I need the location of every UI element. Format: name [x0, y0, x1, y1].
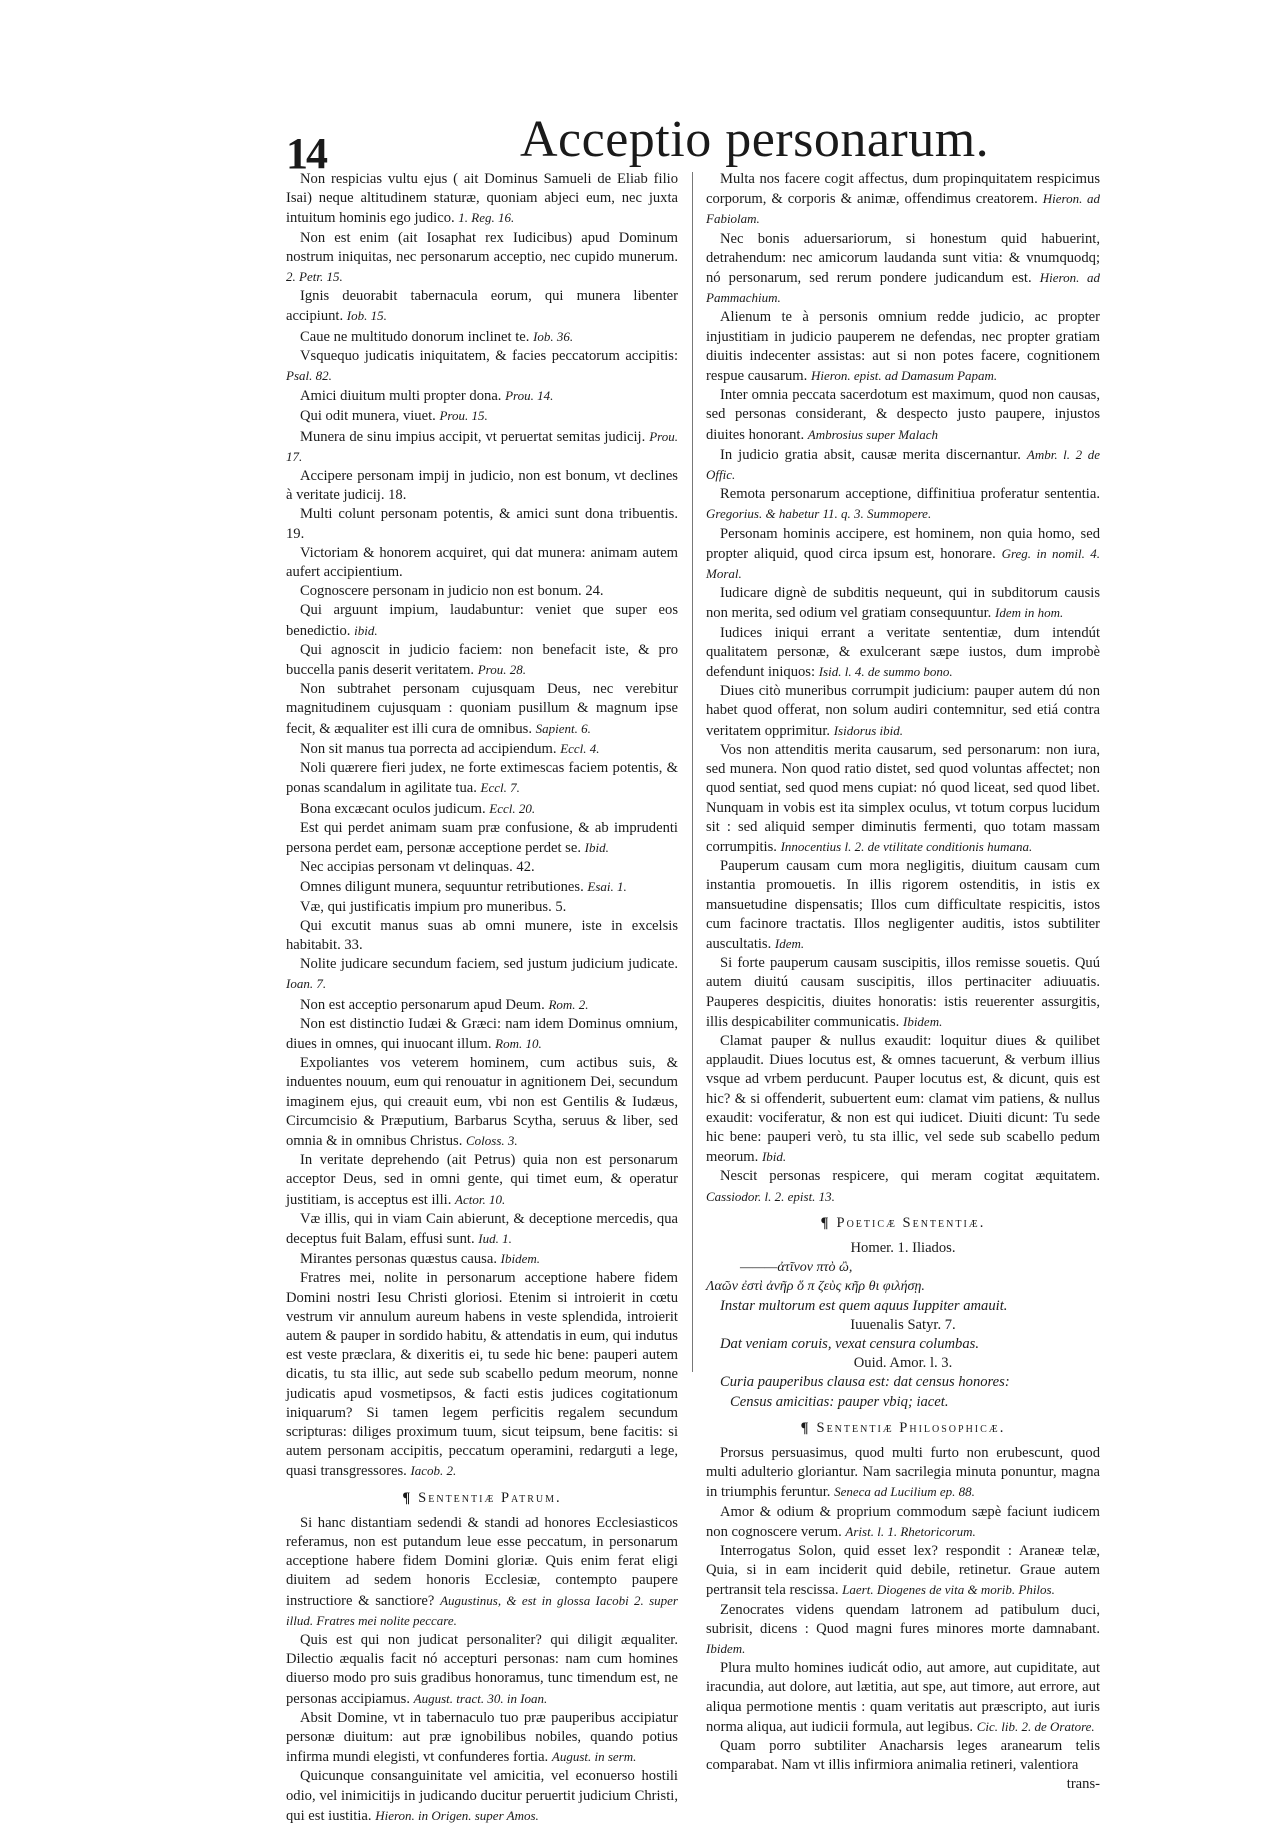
paragraph-text: Si forte pauperum causam suscipitis, illos remisse souetis. Quú autem diuitú causam suscipitis, illos pertinaciter adiuuatis. Pauperes despicitis, diuites honoratis: istis reuerenter assurgitis, illis despicabiliter communicatis.: [706, 955, 1100, 1030]
paragraph-text: Non est enim (ait Iosaphat rex Iudicibus) apud Dominum nostrum iniquitas, nec personarum acceptio, nec cupido munerum.: [286, 229, 678, 265]
paragraph-text: Vsquequo judicatis iniquitatem, & facies peccatorum accipitis:: [300, 347, 678, 364]
paragraph-text: Non est distinctio Iudæi & Græci: nam idem Dominus omnium, diues in omnes, qui inuocant illum.: [286, 1015, 678, 1052]
left-paragraphs: [286, 170, 678, 1482]
paragraph-text: Alienum te à personis omnium redde judicio, ac propter injustitiam in judicio pauperem ne defendas, nec propter gratiam diuitis indecenter assistas: aut si non potes facere, cognitionem respue causarum.: [706, 309, 1100, 385]
paragraph: [286, 386, 678, 406]
paragraph: [286, 1514, 678, 1631]
left-column: [286, 170, 678, 1826]
citation-reference: Iud. 1.: [478, 1230, 512, 1246]
paragraph: [706, 170, 1100, 230]
citation-reference: Greg. in nomil. 4. Moral.: [706, 545, 1100, 582]
paragraph: [706, 624, 1100, 683]
citation-reference: Seneca ad Lucilium ep. 88.: [834, 1484, 975, 1500]
paragraph-text: Plura multo homines iudicát odio, aut amore, aut cupiditate, aut iracundia, aut dolore, aut lætitia, aut spe, aut timore, aut errore, aut aliqua permotione mentis : quam veritatis aut præscripto, aut iuris norma aliqua, aut iudicii formula, aut legibus.: [706, 1660, 1100, 1735]
paragraph: [706, 1167, 1100, 1206]
paragraph-text: Remota personarum acceptione, diffinitiua proferatur sententia.: [720, 486, 1100, 503]
citation-reference: Hieron. epist. ad Damasum Papam.: [810, 368, 998, 384]
paragraph: [286, 1767, 678, 1826]
section-heading-text: Sententiæ Patrum.: [418, 1489, 562, 1506]
paragraph-text: Bona excæcant oculos judicum.: [300, 800, 486, 817]
paragraph: [286, 898, 678, 917]
paragraph-text: Munera de sinu impius accipit, vt peruertat semitas judicij.: [300, 428, 646, 445]
patrum-paragraphs: [286, 1514, 678, 1826]
paragraph-text: Vos non attenditis merita causarum, sed personarum: non iura, sed munera. Non quod ratio distet, sed quod voluntas affectet; non quod sentiat, sed quod mens cupiat: nó quod liceat, sed quod libet. Nunquam in vobis est ita simplex oculus, vt totum corpus lucidum sit : sed aliquid semper diminutis fermenti, quo totam massam corrumpitis.: [706, 741, 1100, 855]
catchword: trans-: [1066, 1776, 1100, 1793]
citation-reference: Rom. 10.: [495, 1035, 542, 1051]
citation-reference: Idem in hom.: [994, 605, 1064, 621]
paragraph: [286, 819, 678, 858]
paragraph-text: Victoriam & honorem acquiret, qui dat munera: animam autem aufert accipientium.: [286, 544, 678, 581]
paragraph: [706, 1601, 1100, 1660]
paragraph-text: Multa nos facere cogit affectus, dum propinquitatem respicimus corporum, & corporis & animæ, offendimus creatorem.: [706, 171, 1100, 208]
citation-reference: Ibid.: [761, 1149, 787, 1165]
paragraph-text: Multi colunt personam potentis, & amici sunt dona tribuentis. 19.: [286, 506, 678, 542]
verse-line: Census amicitias: pauper vbiq; iacet.: [730, 1393, 949, 1410]
paragraph: [286, 601, 678, 640]
paragraph: [286, 544, 678, 582]
paragraph-text: Væ, qui justificatis impium pro muneribus. 5.: [300, 898, 567, 915]
citation-reference: Psal. 82.: [286, 368, 332, 384]
paragraph-text: Prorsus persuasimus, quod multi furto non erubescunt, quod multi adulterio gloriantur. Nam sacrilegia minuta ponuntur, magna in triumphis feruntur.: [706, 1445, 1100, 1501]
citation-reference: Sapient. 6.: [535, 720, 591, 736]
paragraph: [286, 739, 678, 759]
paragraph-text: Zenocrates videns quendam latronem ad patibulum duci, subrisit, dicens : Quod magni fures minores morte damnabant.: [706, 1601, 1100, 1637]
paragraph-text: Ignis deuorabit tabernacula eorum, qui munera libenter accipiunt.: [286, 288, 678, 325]
paragraph-text: Quam porro subtiliter Anacharsis leges aranearum telis comparabat. Nam vt illis infirmiora animalia retineri, valentiora: [706, 1738, 1100, 1774]
paragraph-text: Amor & odium & proprium commodum sæpè faciunt iudicem non cognoscere verum.: [706, 1503, 1100, 1540]
paragraph-text: Cognoscere personam in judicio non est bonum. 24.: [300, 583, 604, 600]
paragraph: [286, 229, 678, 288]
paragraph-text: Nec bonis aduersariorum, si honestum quid habuerint, detrahendum: nec amicorum laudanda sunt vitia: & vnumquodq; nó personarum, sed rerum pondere judicandum est.: [706, 230, 1100, 287]
paragraph: [706, 1542, 1100, 1601]
citation-reference: Idem.: [774, 935, 805, 951]
verse-line: Instar multorum est quem aquus Iuppiter amauit.: [720, 1297, 1008, 1314]
verse-line: ———ἀτῖνον πτὸ ὢ,: [740, 1260, 853, 1276]
citation-reference: Esai. 1.: [587, 879, 627, 895]
paragraph: [286, 287, 678, 326]
citation-reference: Ioan. 7.: [286, 976, 327, 992]
pilcrow-icon: ¶: [800, 1419, 811, 1436]
paragraph-text: Pauperum causam cum mora negligitis, diuitum causam cum instantia promouetis. In illis rigorem ostenditis, in istis ex mansuetudine dispensatis; Illos cum difficultate respicitis, istos cum facinore tractatis. Illos negligenter auditis, istos subtiliter auscultatis.: [706, 858, 1100, 952]
paragraph: [286, 1015, 678, 1054]
paragraph: [706, 682, 1100, 741]
paragraph: [286, 955, 678, 994]
citation-reference: Isid. l. 4. de summo bono.: [818, 664, 953, 680]
paragraph-text: Fratres mei, nolite in personarum acceptione habere fidem Domini nostri Iesu Christi gloriosi. Etenim si introierit in cœtu vestrum vir annulum aureum habens in veste splendida, introierit autem & pauper in sordido habitu, & attendatis in eum, qui indutus est veste præclara, & dixeritis ei, tu sede hic bene: pauperi autem dicatis, tu sta illic, aut sede sub scabello pedum meorum, nonne judicatis apud vosmetipsos, & facti estis judices cogitationum iniquarum? Si tamen legem perficitis regalem secundum scripturas: diliges proximum tuum, sicut teipsum, bene facitis: si autem personam accipitis, peccatum operamini, redarguti a lege, quasi transgressores.: [286, 1270, 678, 1480]
paragraph-text: Est qui perdet animam suam præ confusione, & ab imprudenti persona perdet eam, personæ acceptione perdet se.: [286, 819, 678, 856]
citation-reference: Ibidem.: [902, 1013, 943, 1029]
paragraph: [286, 327, 678, 347]
paragraph-text: Væ illis, qui in viam Cain abierunt, & deceptione mercedis, qua deceptus fuit Balam, effusi sunt.: [286, 1210, 678, 1247]
paragraph-text: Qui odit munera, viuet.: [300, 408, 436, 425]
paragraph: [706, 1503, 1100, 1542]
citation-reference: Iacob. 2.: [410, 1463, 457, 1479]
paragraph-text: In veritate deprehendo (ait Petrus) quia non est personarum acceptor Deus, sed in omni gente, qui timet eum, & operatur justitiam, is acceptus est illi.: [286, 1152, 678, 1208]
citation-reference: Ibid.: [584, 839, 609, 855]
citation-reference: Iob. 15.: [346, 308, 387, 324]
paragraph-text: In judicio gratia absit, causæ merita discernantur.: [720, 446, 1021, 463]
paragraph-text: Absit Domine, vt in tabernaculo tuo præ pauperibus accipiatur personæ diuitum: aut præ ignobilibus nobiles, quando potius infirma mundi elegisti, vt confunderes fortia.: [286, 1709, 678, 1766]
paragraph: [706, 525, 1100, 585]
citation-reference: Actor. 10.: [455, 1191, 506, 1207]
paragraph: [286, 858, 678, 877]
verse-line: Homer. 1. Iliados.: [850, 1239, 956, 1256]
paragraph: [286, 1709, 678, 1768]
paragraph-text: Iudices iniqui errant a veritate sententiæ, dum intendút qualitatem personæ, & exulcerant sæpe iustos, dum improbè defendunt iniquos:: [706, 624, 1100, 681]
paragraph-text: Iudicare dignè de subditis nequeunt, qui in subditorum causis non merita, sed odium vel gratiam consequuntur.: [706, 585, 1100, 622]
right-column: [706, 170, 1100, 1795]
paragraph: [286, 680, 678, 739]
philosophic-paragraphs: [706, 1444, 1100, 1775]
paragraph-text: Quis est qui non judicat personaliter? qui diligit æqualiter. Dilectio æqualis facit nó accepturi personas: nam cum homines diuerso modo pro suis gradibus honoramus, tunc timendum est, ne personas accipiamus.: [286, 1632, 678, 1707]
paragraph: [706, 230, 1100, 309]
paragraph-text: Personam hominis accipere, est hominem, non quia homo, sed propter aliquid, quod circa ipsum est, honorare.: [706, 525, 1100, 562]
paragraph: [706, 1444, 1100, 1503]
paragraph-text: Qui agnoscit in judicio faciem: non benefacit iste, & pro buccella panis deserit veritatem.: [286, 641, 678, 679]
paragraph: [706, 308, 1100, 386]
paragraph: [286, 1210, 678, 1249]
paragraph: [286, 1631, 678, 1709]
pilcrow-icon: ¶: [820, 1214, 831, 1231]
paragraph: [706, 1737, 1100, 1775]
paragraph: [706, 954, 1100, 1032]
paragraph: [706, 857, 1100, 954]
citation-reference: Prou. 14.: [505, 388, 554, 404]
section-heading-patrum: [286, 1489, 678, 1508]
section-heading-text: Sententiæ Philosophicæ.: [816, 1419, 1006, 1436]
citation-reference: 2. Petr. 15.: [286, 269, 343, 285]
page-number: 14: [286, 129, 326, 178]
citation-reference: Cic. lib. 2. de Oratore.: [976, 1718, 1095, 1734]
citation-reference: Hieron. ad Fabiolam.: [706, 191, 1100, 227]
page-title: Acceptio personarum.: [520, 111, 990, 168]
citation-reference: Rom. 2.: [548, 996, 589, 1012]
paragraph-text: Qui arguunt impium, laudabuntur: veniet que super eos benedictio.: [286, 602, 678, 639]
citation-reference: Arist. l. 1. Rhetoricorum.: [845, 1523, 976, 1539]
paragraph: [706, 485, 1100, 524]
paragraph-text: Non subtrahet personam cujusquam Deus, nec verebitur magnitudinem cujusquam : quoniam pusillum & magnum ipse fecit, & æqualiter est illi cura de omnibus.: [286, 681, 678, 737]
verse-line: Dat veniam coruis, vexat censura columbas.: [720, 1335, 979, 1352]
paragraph-text: Nescit personas respicere, qui meram cogitat æquitatem.: [720, 1168, 1100, 1185]
column-divider: [692, 172, 693, 1372]
paragraph-text: Inter omnia peccata sacerdotum est maximum, quod non causas, sed personas considerant, & despecto justo paupere, injustos diuites honorant.: [706, 387, 1100, 443]
citation-reference: August. tract. 30. in Ioan.: [413, 1690, 548, 1706]
paragraph: [286, 1054, 678, 1151]
citation-reference: Laert. Diogenes de vita & morib. Philos.: [842, 1582, 1055, 1598]
paragraph: [706, 445, 1100, 485]
citation-reference: Prou. 15.: [439, 408, 488, 424]
paragraph: [286, 799, 678, 819]
citation-reference: Isidorus ibid.: [833, 722, 904, 738]
paragraph: [286, 427, 678, 467]
paragraph: [286, 170, 678, 229]
paragraph-text: Nec accipias personam vt delinquas. 42.: [300, 859, 535, 876]
paragraph: [706, 1659, 1100, 1737]
paragraph: [286, 406, 678, 426]
section-heading-philosophicae: [706, 1419, 1100, 1438]
paragraph: [286, 505, 678, 543]
section-heading-poeticae: [706, 1214, 1100, 1233]
paragraph-text: Amici diuitum multi propter dona.: [300, 388, 502, 405]
paragraph-text: Noli quærere fieri judex, ne forte extimescas faciem potentis, & ponas scandalum in agilitate tua.: [286, 760, 678, 797]
verse-line: Curia pauperibus clausa est: dat census honores:: [720, 1374, 1010, 1391]
citation-reference: August. in serm.: [551, 1749, 637, 1765]
paragraph: [286, 1269, 678, 1481]
paragraph-text: Non sit manus tua porrecta ad accipiendum.: [300, 740, 557, 757]
citation-reference: Eccl. 7.: [480, 780, 520, 796]
paragraph: [286, 1249, 678, 1269]
paragraph: [286, 641, 678, 680]
paragraph: [286, 877, 678, 897]
paragraph: [706, 584, 1100, 623]
paragraph-text: Non respicias vultu ejus ( ait Dominus Samueli de Eliab filio Isai) neque altitudinem staturæ, quoniam abjeci eum, nec juxta intuitum hominis ego judico.: [286, 171, 678, 227]
citation-reference: Gregorius. & habetur 11. q. 3. Summopere.: [706, 506, 932, 522]
citation-reference: Hieron. ad Pammachium.: [706, 270, 1100, 306]
citation-reference: Prou. 28.: [477, 662, 526, 678]
paragraph: [286, 582, 678, 601]
verse-line: Λαῶν ἐστὶ ἀνῆρ ὅ π ζεὺς κῆρ θι φιλήσῃ.: [706, 1279, 925, 1295]
paragraph: [286, 995, 678, 1015]
paragraph-text: Non est acceptio personarum apud Deum.: [300, 996, 545, 1013]
verse-line: Ouid. Amor. l. 3.: [853, 1355, 953, 1372]
citation-reference: Iob. 36.: [533, 328, 574, 344]
paragraph: [286, 347, 678, 386]
right-paragraphs: [706, 170, 1100, 1207]
citation-reference: Cassiodor. l. 2. epist. 13.: [706, 1188, 835, 1204]
paragraph-text: Accipere personam impij in judicio, non est bonum, vt declines à veritate judicij. 18.: [286, 468, 678, 504]
paragraph-text: Interrogatus Solon, quid esset lex? respondit : Araneæ telæ, Quia, si in eam inciderit quid debile, retinetur. Graue autem pertransit tela rescissa.: [706, 1543, 1100, 1599]
paragraph: [706, 386, 1100, 445]
paragraph-text: Omnes diligunt munera, sequuntur retributiones.: [300, 879, 584, 896]
citation-reference: Hieron. in Origen. super Amos.: [375, 1807, 539, 1823]
paragraph: [286, 759, 678, 798]
paragraph-text: Caue ne multitudo donorum inclinet te.: [300, 328, 530, 345]
paragraph-text: Expoliantes vos veterem hominem, cum actibus suis, & induentes nouum, eum qui renouatur in agnitionem Dei, secundum imaginem ejus, qui creauit eum, vbi non est Gentilis & Iudæus, Circumcisio & Præputium, Barbarus Scytha, seruus & liber, sed omnia & in omnibus Christus.: [286, 1055, 678, 1149]
citation-reference: Eccl. 20.: [489, 800, 536, 816]
citation-reference: Prou. 17.: [286, 428, 678, 464]
citation-reference: Ibidem.: [500, 1251, 540, 1267]
pilcrow-icon: ¶: [402, 1489, 413, 1506]
paragraph-text: Nolite judicare secundum faciem, sed justum judicium judicate.: [300, 956, 678, 973]
citation-reference: Coloss. 3.: [466, 1132, 518, 1148]
citation-reference: Ambrosius super Malach: [807, 426, 938, 442]
citation-reference: ibid.: [354, 622, 378, 638]
section-heading-text: Poeticæ Sententiæ.: [836, 1214, 986, 1231]
citation-reference: Innocentius l. 2. de vtilitate conditionis humana.: [780, 838, 1033, 854]
paragraph-text: Mirantes personas quæstus causa.: [300, 1251, 497, 1268]
paragraph-text: Qui excutit manus suas ab omni munere, iste in excelsis habitabit. 33.: [286, 917, 678, 953]
paragraph: [286, 917, 678, 955]
paragraph: [706, 741, 1100, 857]
citation-reference: Ibidem.: [706, 1641, 746, 1657]
citation-reference: 1. Reg. 16.: [458, 210, 515, 226]
citation-reference: Eccl. 4.: [560, 740, 600, 756]
paragraph-text: Si hanc distantiam sedendi & standi ad honores Ecclesiasticos referamus, non est putandum leue esse peccatum, in personarum acceptione habere fidem Domini gloriæ. Quis enim ferat eligi diuitem ad sedem honoris Ecclesiæ, contempto paupere instructiore & sanctiore?: [286, 1514, 678, 1609]
citation-reference: Augustinus, & est in glossa Iacobi 2. super illud. Fratres mei nolite peccare.: [286, 1592, 678, 1628]
paragraph-text: Clamat pauper & nullus exaudit: loquitur diues & quilibet applaudit. Diues locutus est, & omnes tacuerunt, & verbum illius vsque ad vrbem perducunt. Pauper locutus est, & dicunt, quis est hic? & si offenderit, subuertent eum: clamat vim patiens, & nullus exaudit: vociferatur, & non est qui iudicet. Diuiti dicunt: Tu sede hic bene: pauperi verò, tu sta illic, vel sede sub scabello pedum meorum.: [706, 1032, 1100, 1166]
citation-reference: Ambr. l. 2 de Offic.: [706, 446, 1100, 483]
paragraph-text: Quicunque consanguinitate vel amicitia, vel econuerso hostili odio, vel inimicitijs in judicando ducitur peruertit judicium Christi, qui est iustitia.: [286, 1768, 678, 1824]
poetic-lines: [706, 1239, 1100, 1412]
paragraph-text: Diues citò muneribus corrumpit judicium: pauper autem dú non habet quod offerat, non solum audiri contemnitur, sed etiá contra veritatem opprimitur.: [706, 683, 1100, 739]
verse-line: Iuuenalis Satyr. 7.: [850, 1316, 956, 1333]
paragraph: [286, 467, 678, 505]
paragraph: [706, 1032, 1100, 1167]
paragraph: [286, 1151, 678, 1210]
